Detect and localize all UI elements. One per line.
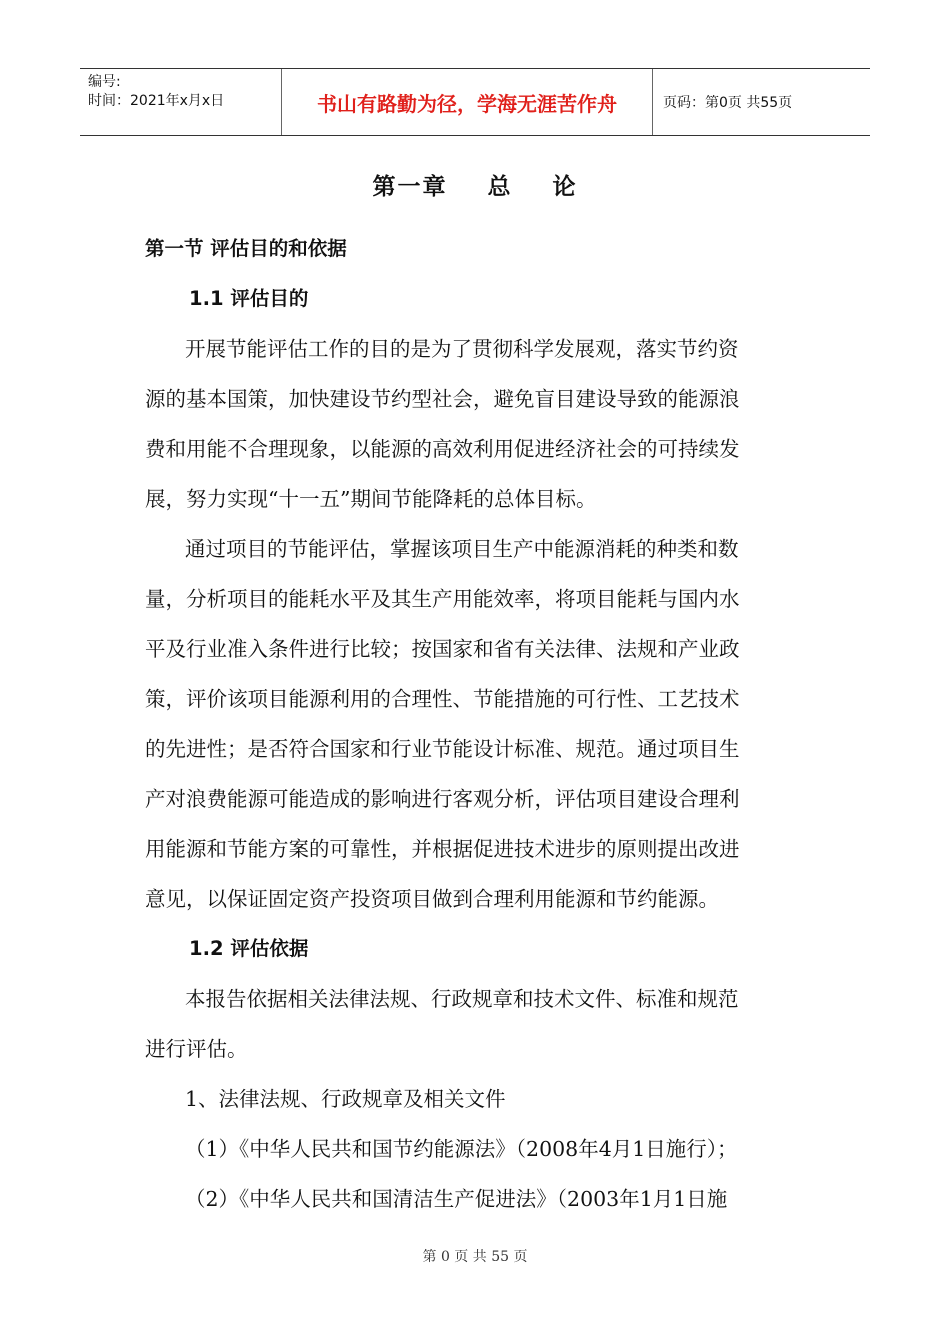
section-title: 第一节 评估目的和依据 [145, 237, 347, 260]
list-item: （2）《中华人民共和国清洁生产促进法》（2003年1月1日施 [185, 1187, 728, 1211]
page-footer: 第 0 页 共 55 页 [422, 1249, 528, 1265]
paragraph-line: 产对浪费能源可能造成的影响进行客观分析，评估项目建设合理利 [145, 787, 740, 811]
list-title: 1、法律法规、行政规章及相关文件 [185, 1087, 506, 1111]
paragraph-line: 意见，以保证固定资产投资项目做到合理利用能源和节约能源。 [145, 887, 719, 911]
paragraph-line: 用能源和节能方案的可靠性，并根据促进技术进步的原则提出改进 [145, 837, 740, 861]
subsection-title-1-2: 1.2 评估依据 [189, 937, 309, 960]
paragraph-line: 费和用能不合理现象，以能源的高效利用促进经济社会的可持续发 [145, 437, 740, 461]
subsection-title-1-1: 1.1 评估目的 [189, 287, 309, 310]
paragraph-line: 量，分析项目的能耗水平及其生产用能效率，将项目能耗与国内水 [145, 587, 740, 611]
paragraph-line: 通过项目的节能评估，掌握该项目生产中能源消耗的种类和数 [185, 537, 739, 561]
paragraph-line: 策，评价该项目能源利用的合理性、节能措施的可行性、工艺技术 [145, 687, 740, 711]
header-page-info: 页码：第0页 共55页 [663, 95, 793, 111]
chapter-title-text: 第一章 总 论 [372, 174, 578, 200]
chapter-title [0, 168, 950, 201]
paragraph-line: 源的基本国策，加快建设节约型社会，避免盲目建设导致的能源浪 [145, 387, 740, 411]
paragraph-line: 平及行业准入条件进行比较；按国家和省有关法律、法规和产业政 [145, 637, 740, 661]
paragraph-line: 展，努力实现“十一五”期间节能降耗的总体目标。 [145, 487, 597, 511]
header-meta [80, 69, 282, 135]
list-item: （1）《中华人民共和国节约能源法》（2008年4月1日施行）； [185, 1137, 738, 1161]
paragraph-line: 的先进性；是否符合国家和行业节能设计标准、规范。通过项目生 [145, 737, 740, 761]
document-time-label: 时间：2021年x月x日 [88, 93, 225, 109]
paragraph-line: 开展节能评估工作的目的是为了贯彻科学发展观，落实节约资 [185, 337, 739, 361]
page-header [80, 68, 870, 136]
paragraph-line: 本报告依据相关法律法规、行政规章和技术文件、标准和规范 [185, 987, 739, 1011]
header-motto: 书山有路勤为径，学海无涯苦作舟 [282, 69, 653, 135]
document-body [145, 224, 808, 1224]
paragraph-line: 进行评估。 [145, 1037, 248, 1061]
document-number-label: 编号: [88, 74, 121, 90]
